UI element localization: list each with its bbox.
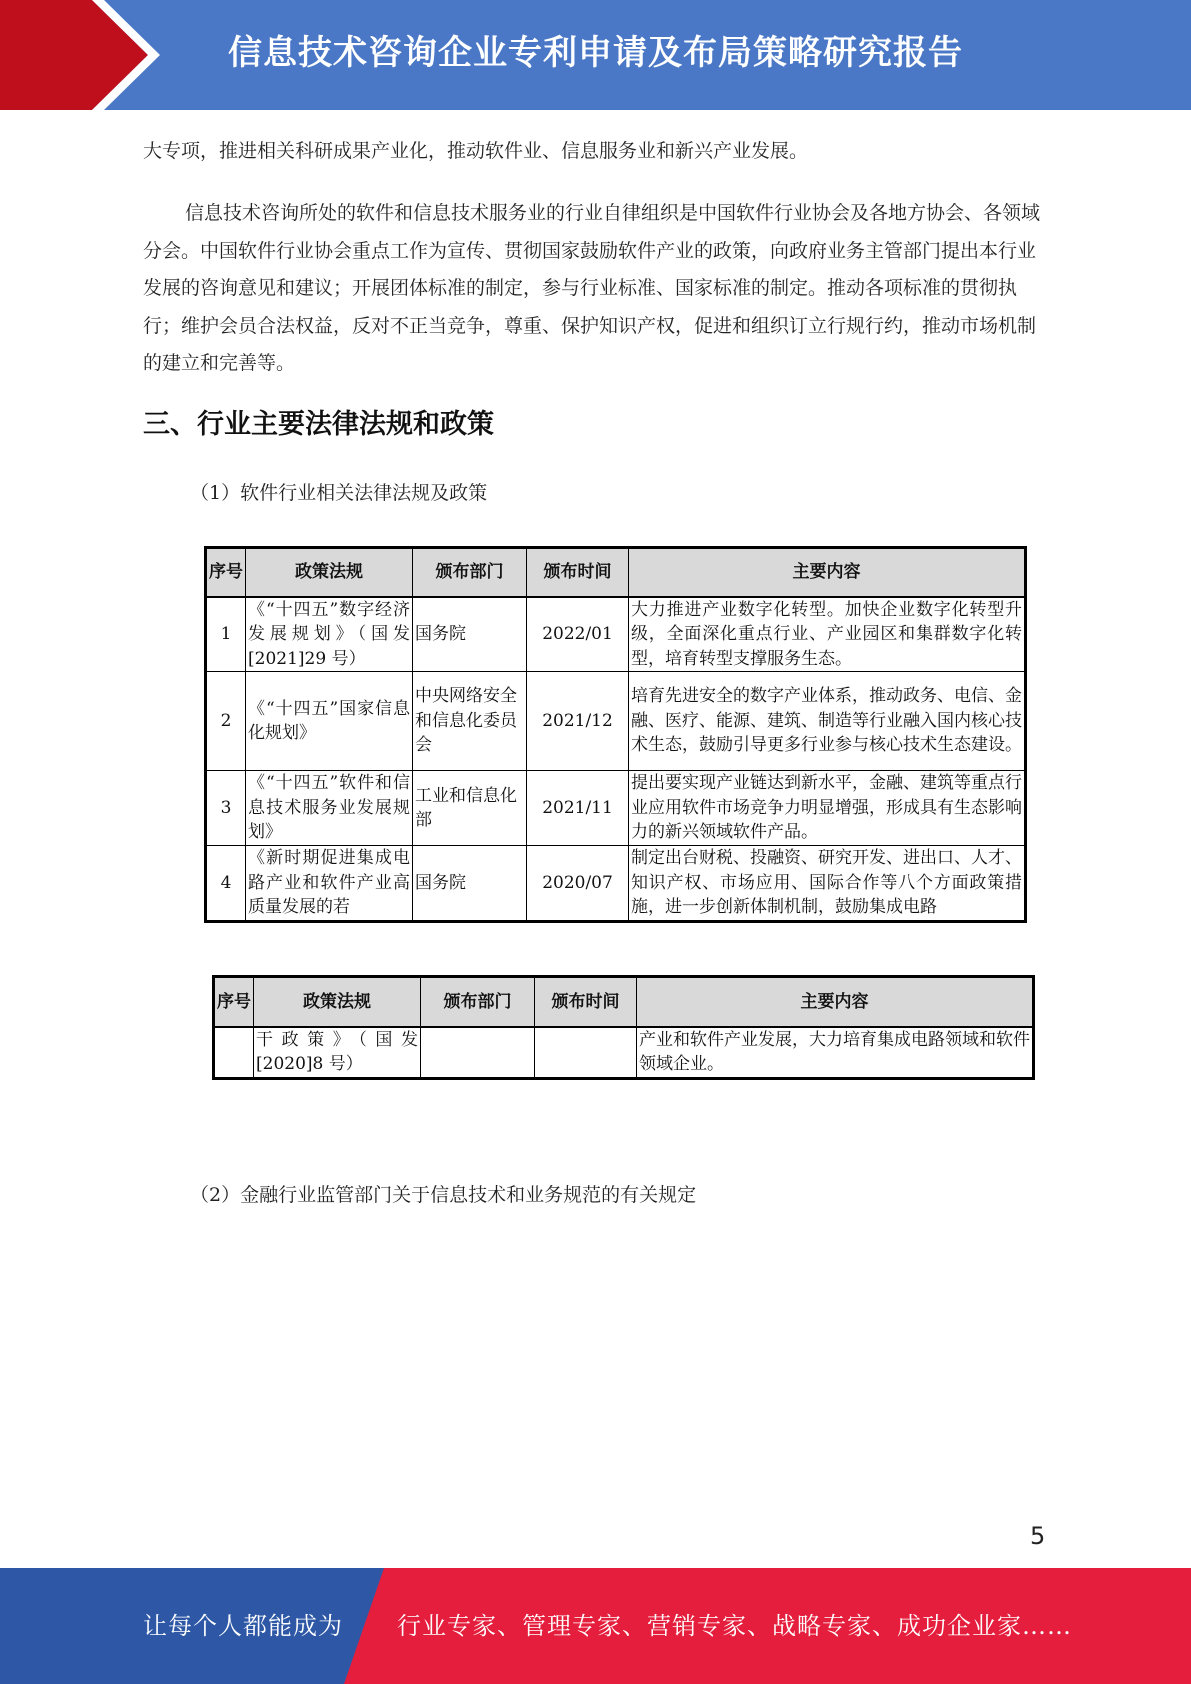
page-number: 5 — [1030, 1522, 1046, 1550]
policy-table-continued — [212, 975, 1035, 1080]
policy-table-container — [204, 546, 1027, 923]
cell-content: 产业和软件产业发展，大力培育集成电路领域和软件领域企业。 — [637, 1027, 1034, 1079]
header-content: 主要内容 — [629, 548, 1026, 597]
cell-dept: 国务院 — [413, 597, 527, 672]
cell-dept: 中央网络安全和信息化委员会 — [413, 672, 527, 771]
cell-date: 2021/12 — [527, 672, 629, 771]
section-heading: 三、行业主要法律法规和政策 — [143, 409, 494, 440]
header-dept: 颁布部门 — [421, 977, 535, 1027]
subheading-financial-regulations: （2）金融行业监管部门关于信息技术和业务规范的有关规定 — [190, 1184, 697, 1206]
cell-dept — [421, 1027, 535, 1079]
table-row — [214, 1027, 1034, 1079]
report-title: 信息技术咨询企业专利申请及布局策略研究报告 — [228, 33, 963, 73]
cell-content: 大力推进产业数字化转型。加快企业数字化转型升级，全面深化重点行业、产业园区和集群数字化转型，培育转型支撑服务生态。 — [629, 597, 1026, 672]
cell-content: 培育先进安全的数字产业体系，推动政务、电信、金融、医疗、能源、建筑、制造等行业融入国内核心技术生态，鼓励引导更多行业参与核心技术生态建设。 — [629, 672, 1026, 771]
cell-policy: 《“十四五”数字经济发展规划》（国发[2021]29 号） — [246, 597, 413, 672]
cell-date: 2022/01 — [527, 597, 629, 672]
table-row — [206, 597, 1026, 672]
table-header-row — [206, 548, 1026, 597]
cell-date: 2020/07 — [527, 846, 629, 922]
table-row — [206, 672, 1026, 771]
header-policy: 政策法规 — [246, 548, 413, 597]
cell-seq: 3 — [206, 771, 246, 846]
footer-slogan-left: 让每个人都能成为 — [143, 1612, 343, 1640]
cell-content: 提出要实现产业链达到新水平，金融、建筑等重点行业应用软件市场竞争力明显增强，形成具有生态影响力的新兴领域软件产品。 — [629, 771, 1026, 846]
header-dept: 颁布部门 — [413, 548, 527, 597]
cell-dept: 工业和信息化部 — [413, 771, 527, 846]
cell-policy: 《“十四五”软件和信息技术服务业发展规划》 — [246, 771, 413, 846]
cell-policy: 《新时期促进集成电路产业和软件产业高质量发展的若 — [246, 846, 413, 922]
cell-seq: 1 — [206, 597, 246, 672]
footer-slogan-right: 行业专家、管理专家、营销专家、战略专家、成功企业家…… — [397, 1612, 1072, 1640]
paragraph-continued: 大专项，推进相关科研成果产业化，推动软件业、信息服务业和新兴产业发展。 — [143, 140, 809, 162]
header-content: 主要内容 — [637, 977, 1034, 1027]
policy-table — [204, 546, 1027, 923]
subheading-software-policies: （1）软件行业相关法律法规及政策 — [190, 482, 488, 504]
cell-seq: 4 — [206, 846, 246, 922]
table-header-row — [214, 977, 1034, 1027]
policy-table-continued-container — [212, 975, 1035, 1080]
cell-content: 制定出台财税、投融资、研究开发、进出口、人才、知识产权、市场应用、国际合作等八个方面政策措施，进一步创新体制机制，鼓励集成电路 — [629, 846, 1026, 922]
footer-banner — [0, 1568, 1191, 1684]
cell-date: 2021/11 — [527, 771, 629, 846]
header-seq: 序号 — [206, 548, 246, 597]
cell-dept: 国务院 — [413, 846, 527, 922]
header-banner — [0, 0, 1191, 110]
cell-seq: 2 — [206, 672, 246, 771]
cell-policy: 《“十四五”国家信息化规划》 — [246, 672, 413, 771]
cell-seq — [214, 1027, 254, 1079]
header-policy: 政策法规 — [254, 977, 421, 1027]
table-row — [206, 771, 1026, 846]
header-date: 颁布时间 — [527, 548, 629, 597]
cell-policy: 干政策》（国发[2020]8 号） — [254, 1027, 421, 1079]
header-seq: 序号 — [214, 977, 254, 1027]
cell-date — [535, 1027, 637, 1079]
paragraph-industry-association: 信息技术咨询所处的软件和信息技术服务业的行业自律组织是中国软件行业协会及各地方协会、各领域分会。中国软件行业协会重点工作为宣传、贯彻国家鼓励软件产业的政策，向政府业务主管部门提出本行业发展的咨询意见和建议；开展团体标准的制定，参与行业标准、国家标准的制定。推动各项标准的贯彻执行；维护会员合法权益，反对不正当竞争，尊重、保护知识产权，促进和组织订立行规行约，推动市场机制的建立和完善等。 — [143, 202, 1041, 374]
table-row — [206, 846, 1026, 922]
header-date: 颁布时间 — [535, 977, 637, 1027]
